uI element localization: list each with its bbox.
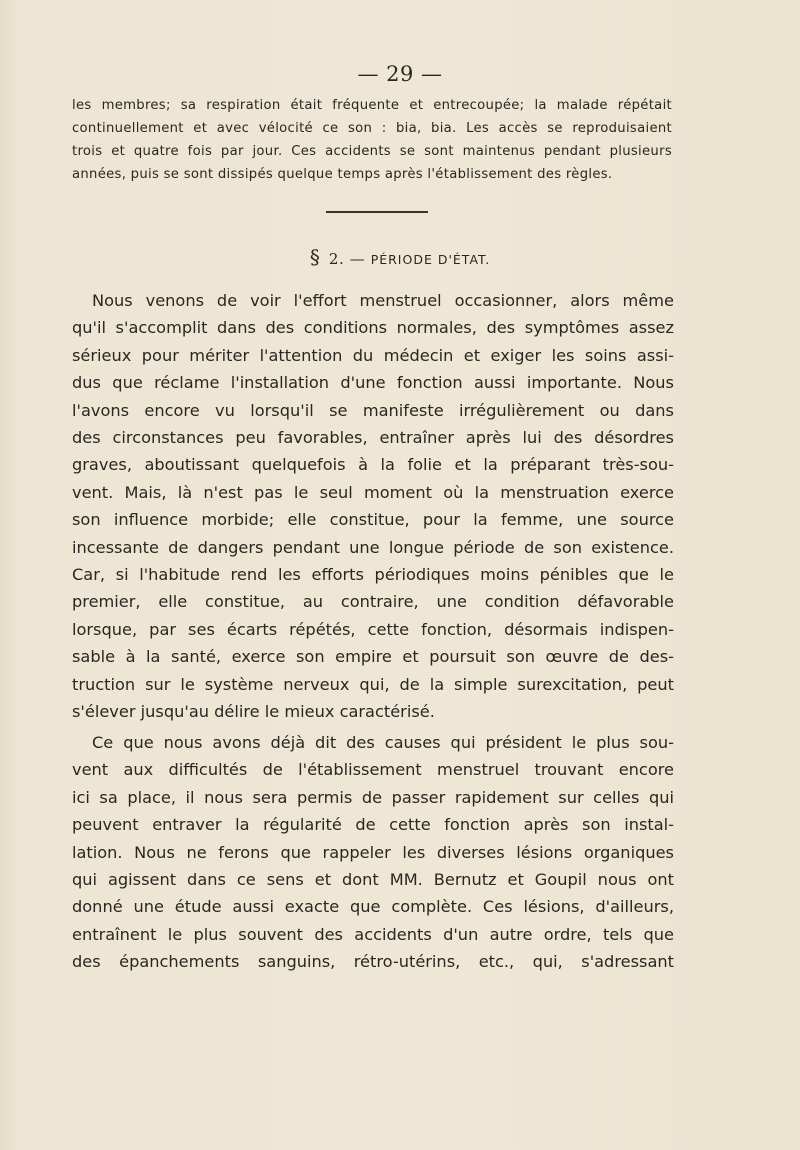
section-number: 2. [328,250,345,268]
text-line: graves, aboutissant quelquefois à la folie et la préparant très-sou- [72,455,674,475]
text-line: vent. Mais, là n'est pas le seul moment où la menstruation exerce [72,482,674,502]
text-line: années, puis se sont dissipés quelque temps après l'établissement des règles. [72,167,613,182]
text-line: Ce que nous avons déjà dit des causes qui président le plus sou- [92,733,674,752]
text-line: sérieux pour mériter l'attention du médecin et exiger les soins assi- [72,345,674,365]
text-line: ici sa place, il nous sera permis de passer rapidement sur celles qui [72,787,674,807]
text-line: s'élever jusqu'au délire le mieux caractérisé. [72,702,435,722]
text-line: des circonstances peu favorables, entraîner après lui des désordres [72,428,674,448]
text-line: son influence morbide; elle constitue, pour la femme, une source [72,510,674,530]
page-number: — 29 — [357,62,443,86]
text-line: sable à la santé, exerce son empire et poursuit son œuvre de des- [72,647,674,667]
text-line: qu'il s'accomplit dans des conditions normales, des symptômes assez [72,318,674,338]
section-heading [0,245,800,269]
text-line: continuellement et avec vélocité ce son : bia, bia. Les accès se reproduisaient [72,121,672,136]
section-symbol: § [309,245,321,269]
section-dash: — [349,250,366,268]
text-line: entraînent le plus souvent des accidents d'un autre ordre, tels que [72,924,674,944]
text-line: lation. Nous ne ferons que rappeler les diverses lésions organiques [72,842,674,862]
text-line: Nous venons de voir l'effort menstruel occasionner, alors même [92,291,674,310]
text-line: vent aux difficultés de l'établissement menstruel trouvant encore [72,760,674,780]
body-paragraph-2 [72,729,674,976]
text-line: Car, si l'habitude rend les efforts périodiques moins pénibles que le [72,565,674,585]
text-line: peuvent entraver la régularité de cette fonction après son instal- [72,815,674,835]
text-line: des épanchements sanguins, rétro-utérins, etc., qui, s'adressant [72,952,674,972]
text-line: trois et quatre fois par jour. Ces accidents se sont maintenus pendant plusieurs [72,144,672,159]
text-line: incessante de dangers pendant une longue période de son existence. [72,537,674,557]
text-line: donné une étude aussi exacte que complète. Ces lésions, d'ailleurs, [72,897,674,917]
body-paragraph-1 [72,287,674,726]
text-line: les membres; sa respiration était fréquente et entrecoupée; la malade répétait [72,98,672,113]
case-description-paragraph [72,94,672,186]
text-line: l'avons encore vu lorsqu'il se manifeste irrégulièrement ou dans [72,400,674,420]
text-line: truction sur le système nerveux qui, de la simple surexcitation, peut [72,674,674,694]
section-title: PÉRIODE D'ÉTAT. [370,252,491,267]
text-line: lorsque, par ses écarts répétés, cette fonction, désormais indispen- [72,619,674,639]
text-line: premier, elle constitue, au contraire, une condition défavorable [72,592,674,612]
section-divider-rule [326,211,428,213]
text-line: qui agissent dans ce sens et dont MM. Bernutz et Goupil nous ont [72,870,674,890]
text-line: dus que réclame l'installation d'une fonction aussi importante. Nous [72,373,674,393]
